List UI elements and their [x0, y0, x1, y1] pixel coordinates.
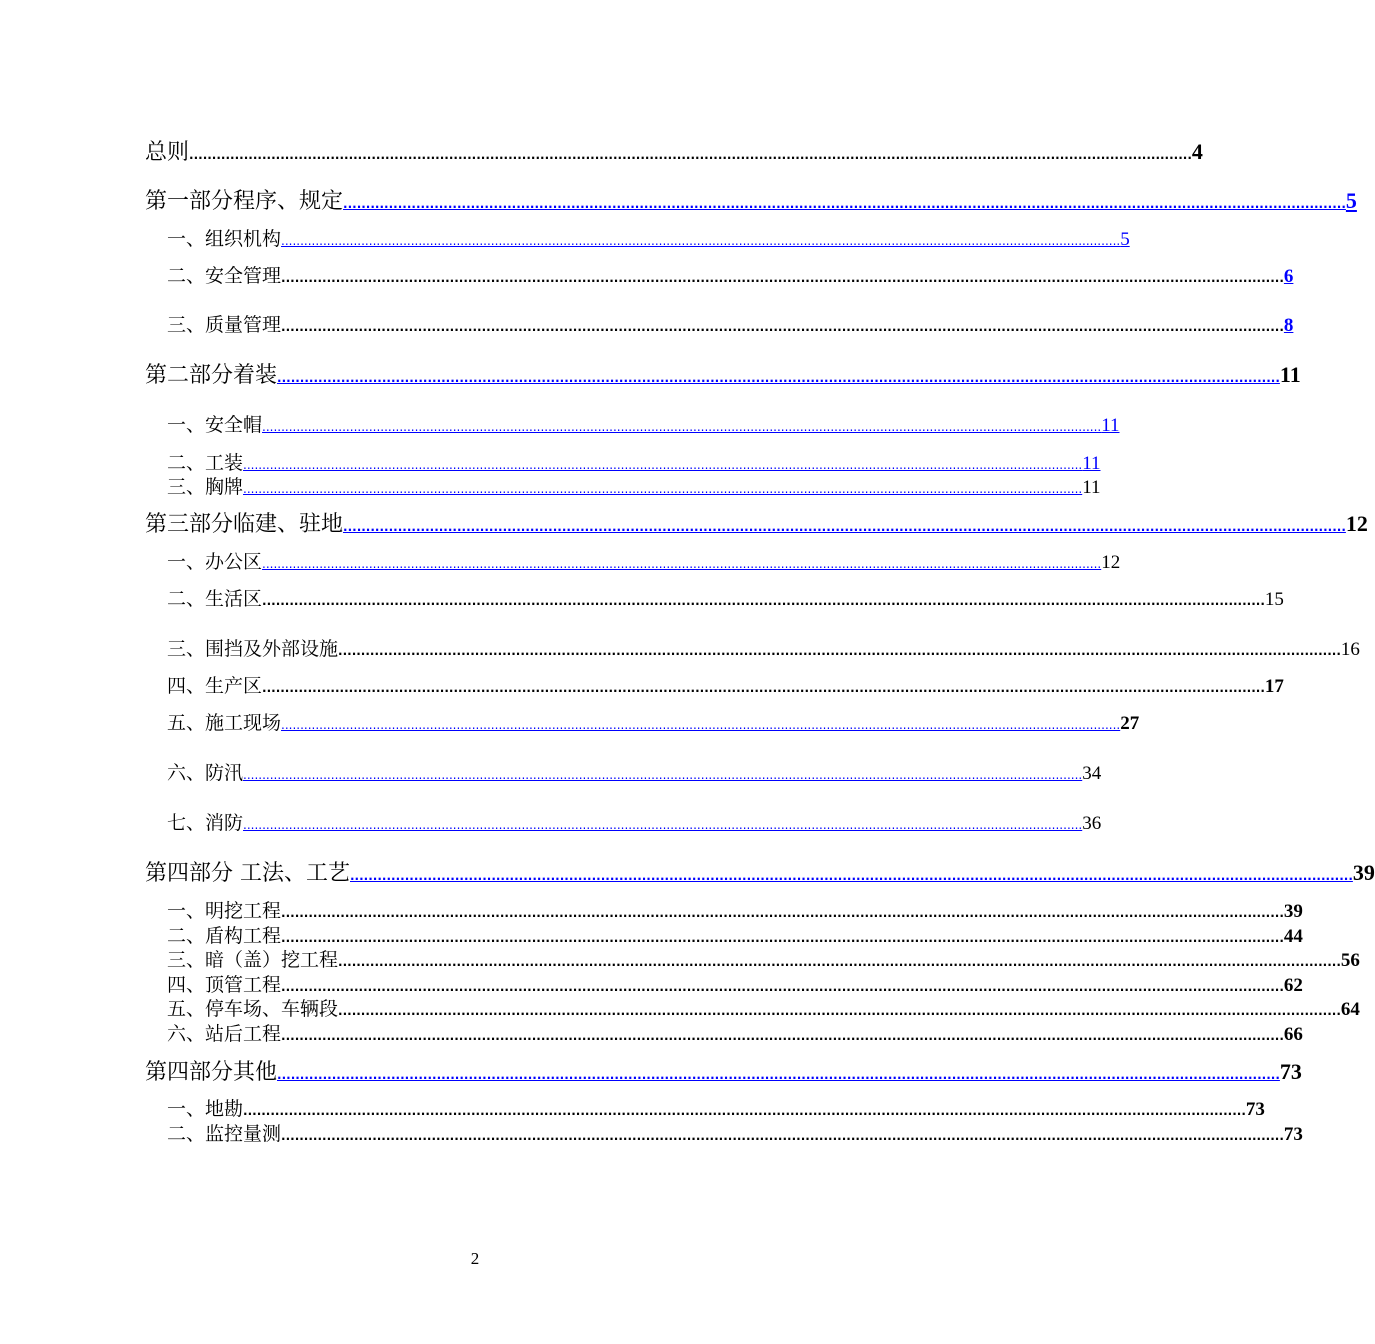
toc-entry-page[interactable]: 11: [1082, 453, 1101, 474]
toc-entry-page[interactable]: 15: [1264, 589, 1284, 610]
dot-leader[interactable]: ............................................................................................................................................................................................................................: [343, 197, 1346, 211]
toc-entry: [0, 135, 1203, 166]
toc-entry-label: 第四部分其他: [145, 1060, 278, 1085]
dot-leader[interactable]: ............................................................................................................................................................................................................................: [343, 520, 1346, 534]
toc-entry-page[interactable]: 12: [1101, 552, 1121, 573]
toc-entry-label: 六、防汛: [167, 762, 244, 784]
toc-entry-label: 二、生活区: [167, 588, 263, 610]
toc-entry: [0, 584, 1284, 611]
dot-leader: ............................................................................................................................................................................................................................: [281, 980, 1284, 994]
dot-leader: ............................................................................................................................................................................................................................: [262, 681, 1265, 695]
toc-entry-label: 四、生产区: [167, 675, 263, 697]
toc-entry[interactable]: [0, 507, 1368, 538]
toc-entry-label: 四、顶管工程: [167, 974, 282, 996]
dot-leader[interactable]: ............................................................................................................................................................................................................................: [262, 557, 1102, 571]
dot-leader[interactable]: ............................................................................................................................................................................................................................: [262, 420, 1102, 434]
toc-entry-label: 一、明挖工程: [167, 900, 282, 922]
toc-entry-page[interactable]: 16: [1340, 639, 1360, 660]
toc-entry-page[interactable]: 5: [1345, 188, 1357, 213]
toc-entry[interactable]: [0, 1055, 1302, 1086]
toc-entry: [0, 634, 1360, 661]
toc-entry: [0, 896, 1303, 923]
toc-entry-label: 三、围挡及外部设施: [167, 638, 339, 660]
toc-entry: [0, 994, 1360, 1021]
toc-entry-page[interactable]: 34: [1082, 763, 1102, 784]
toc-entry-page: 4: [1191, 139, 1203, 164]
page-number: 2: [470, 1249, 480, 1268]
toc-entry[interactable]: [0, 472, 1101, 499]
toc-entry[interactable]: [0, 410, 1120, 437]
toc-entry-page[interactable]: 12: [1345, 511, 1368, 536]
toc-entry-label: 一、办公区: [167, 551, 263, 573]
toc-entry-page[interactable]: 5: [1120, 229, 1130, 250]
toc-entry-page[interactable]: 11: [1279, 362, 1301, 387]
toc-entry[interactable]: [0, 808, 1102, 835]
toc-entry-page[interactable]: 6: [1283, 266, 1294, 287]
toc-entry-label: 一、地勘: [167, 1098, 244, 1120]
toc-entry: [0, 261, 1294, 288]
toc-entry-page[interactable]: 8: [1283, 315, 1294, 336]
toc-entry-label: 三、质量管理: [167, 314, 282, 336]
toc-entry[interactable]: [0, 856, 1375, 887]
toc-entry-label: 五、施工现场: [167, 712, 282, 734]
toc-entry-label: 二、盾构工程: [167, 925, 282, 947]
dot-leader: ............................................................................................................................................................................................................................: [281, 1029, 1284, 1043]
dot-leader[interactable]: ............................................................................................................................................................................................................................: [243, 458, 1083, 472]
toc-entry-page: 66: [1283, 1024, 1303, 1045]
dot-leader: ............................................................................................................................................................................................................................: [281, 271, 1284, 285]
toc-entry-label: 三、胸牌: [167, 476, 244, 498]
toc-entry-page[interactable]: 11: [1101, 415, 1120, 436]
dot-leader[interactable]: ............................................................................................................................................................................................................................: [243, 818, 1083, 832]
toc-entry-label: 二、监控量测: [167, 1123, 282, 1145]
toc-entry-page: 17: [1264, 676, 1284, 697]
toc-entry-page: 64: [1340, 999, 1360, 1020]
toc-entry: [0, 970, 1303, 997]
dot-leader: ............................................................................................................................................................................................................................: [338, 955, 1341, 969]
toc-entry-page[interactable]: 36: [1082, 813, 1102, 834]
dot-leader: ............................................................................................................................................................................................................................: [281, 931, 1284, 945]
toc-entry: [0, 310, 1294, 337]
toc-entry-label: 五、停车场、车辆段: [167, 998, 339, 1020]
toc-entry[interactable]: [0, 448, 1101, 475]
toc-entry-page: 39: [1283, 901, 1303, 922]
toc-entry-page: 73: [1283, 1124, 1303, 1145]
toc-entry: [0, 1119, 1303, 1146]
toc-entry-page[interactable]: 11: [1082, 477, 1101, 498]
toc-entry: [0, 945, 1360, 972]
toc-entry-page[interactable]: 27: [1120, 713, 1140, 734]
toc-entry-label: 七、消防: [167, 812, 244, 834]
toc-entry: [0, 921, 1303, 948]
dot-leader[interactable]: ............................................................................................................................................................................................................................: [281, 718, 1121, 732]
toc-entry-label: 二、工装: [167, 452, 244, 474]
toc-entry: [0, 671, 1284, 698]
toc-entry: [0, 1094, 1265, 1121]
toc-entry-label: 一、安全帽: [167, 414, 263, 436]
toc-entry-label: 一、组织机构: [167, 228, 282, 250]
dot-leader[interactable]: ............................................................................................................................................................................................................................: [350, 869, 1353, 883]
toc-entry-page[interactable]: 39: [1352, 860, 1375, 885]
dot-leader[interactable]: ............................................................................................................................................................................................................................: [243, 768, 1083, 782]
toc-entry-label: 第一部分程序、规定: [145, 189, 344, 214]
dot-leader[interactable]: ............................................................................................................................................................................................................................: [281, 234, 1121, 248]
toc-entry: [0, 1019, 1303, 1046]
toc-entry-page: 56: [1340, 950, 1360, 971]
dot-leader: ............................................................................................................................................................................................................................: [338, 644, 1341, 658]
toc-entry-label: 第三部分临建、驻地: [145, 512, 344, 537]
toc-entry[interactable]: [0, 547, 1121, 574]
toc-entry-label: 总则: [145, 140, 190, 165]
toc-entry[interactable]: [0, 224, 1130, 251]
toc-entry-label: 六、站后工程: [167, 1023, 282, 1045]
toc-entry-page[interactable]: 73: [1279, 1059, 1302, 1084]
dot-leader[interactable]: ............................................................................................................................................................................................................................: [243, 482, 1083, 496]
dot-leader: ............................................................................................................................................................................................................................: [281, 320, 1284, 334]
dot-leader: ............................................................................................................................................................................................................................: [262, 594, 1265, 608]
toc-entry-label: 二、安全管理: [167, 265, 282, 287]
toc-entry[interactable]: [0, 708, 1140, 735]
dot-leader[interactable]: ............................................................................................................................................................................................................................: [277, 1068, 1280, 1082]
toc-entry-label: 第二部分着装: [145, 363, 278, 388]
toc-entry[interactable]: [0, 184, 1357, 215]
dot-leader[interactable]: ............................................................................................................................................................................................................................: [277, 371, 1280, 385]
dot-leader: ............................................................................................................................................................................................................................: [338, 1004, 1341, 1018]
toc-entry[interactable]: [0, 758, 1102, 785]
toc-entry-page: 73: [1245, 1099, 1265, 1120]
dot-leader: ............................................................................................................................................................................................................................: [281, 906, 1284, 920]
dot-leader: ............................................................................................................................................................................................................................: [281, 1129, 1284, 1143]
dot-leader: ............................................................................................................................................................................................................................: [243, 1104, 1246, 1118]
toc-entry-page: 44: [1283, 926, 1303, 947]
toc-entry-label: 三、暗（盖）挖工程: [167, 949, 339, 971]
toc-entry-page: 62: [1283, 975, 1303, 996]
dot-leader: ............................................................................................................................................................................................................................: [189, 148, 1192, 162]
toc-entry[interactable]: [0, 358, 1301, 389]
toc-entry-label: 第四部分 工法、工艺: [145, 861, 350, 886]
